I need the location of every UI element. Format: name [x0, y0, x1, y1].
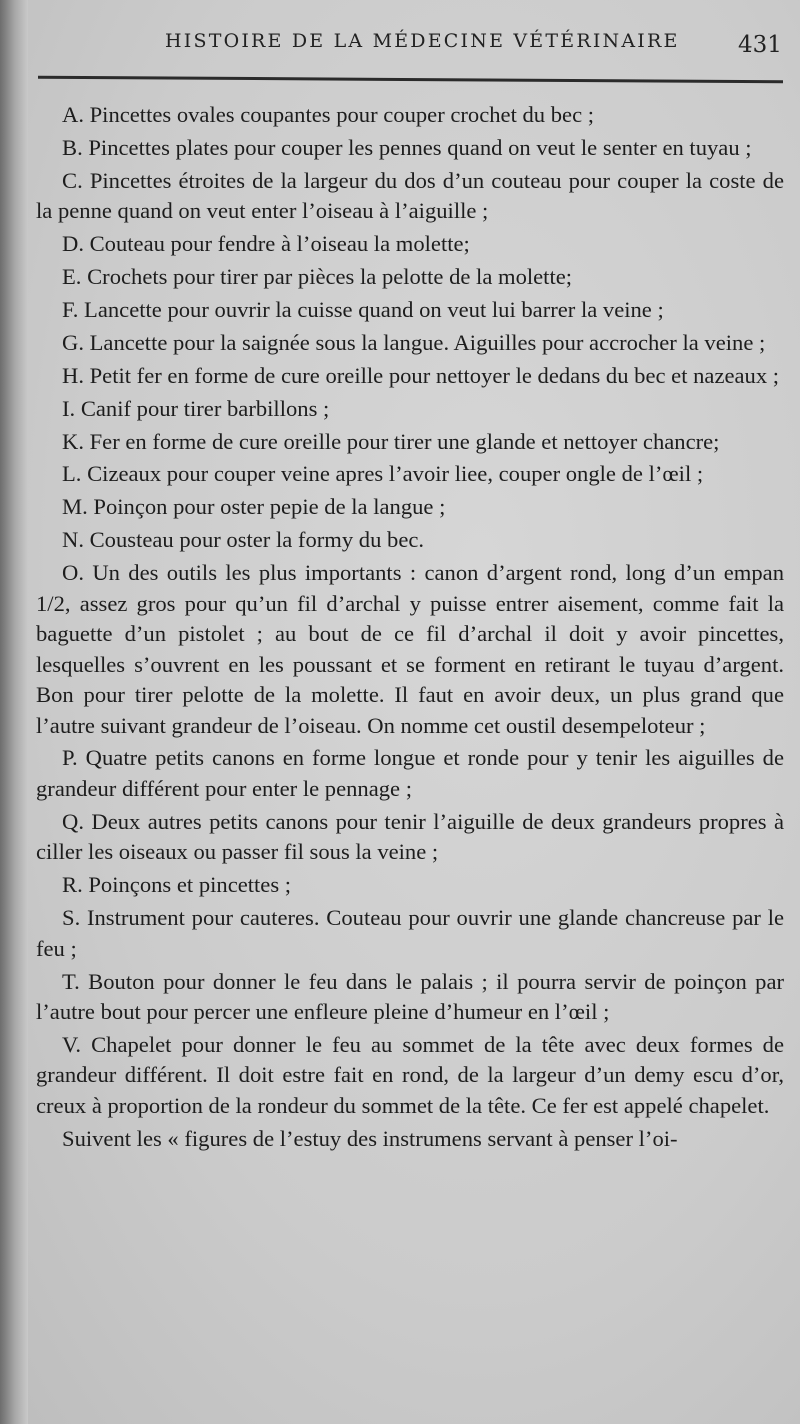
list-item: M. Poinçon pour oster pepie de la langue ; — [62, 494, 446, 520]
body-text — [36, 100, 784, 1157]
list-item: K. Fer en forme de cure oreille pour tirer une glande et nettoyer chancre; — [62, 428, 720, 454]
list-item: L. Cizeaux pour couper veine apres l’avoir liee, couper ongle de l’œil ; — [62, 461, 704, 487]
list-item: G. Lancette pour la saignée sous la langue. Aiguilles pour accrocher la veine ; — [62, 329, 766, 355]
header-rule — [38, 76, 783, 84]
list-item: T. Bouton pour donner le feu dans le palais ; il pourra servir de poinçon par l’autre bout pour percer une enfleure pleine d’humeur en l’œil ; — [36, 968, 784, 1025]
list-item: H. Petit fer en forme de cure oreille pour nettoyer le dedans du bec et nazeaux ; — [62, 362, 780, 388]
page-number: 431 — [738, 32, 782, 58]
running-title: HISTOIRE DE LA MÉDECINE VÉTÉRINAIRE — [165, 30, 680, 52]
list-item: V. Chapelet pour donner le feu au sommet de la tête avec deux formes de grandeur différent. Il doit estre fait en rond, de la largeur d’un demy escu d’or, creux à proportion de la rondeur du sommet de la tête. Ce fer est appelé chapelet. — [36, 1031, 784, 1118]
list-item: P. Quatre petits canons en forme longue et ronde pour y tenir les aiguilles de grandeur différent pour enter le pennage ; — [36, 745, 784, 801]
list-item: D. Couteau pour fendre à l’oiseau la molette; — [62, 231, 470, 257]
list-item: F. Lancette pour ouvrir la cuisse quand on veut lui barrer la veine ; — [62, 296, 664, 322]
list-item: A. Pincettes ovales coupantes pour couper crochet du bec ; — [62, 102, 595, 127]
closing-paragraph: Suivent les « figures de l’estuy des instrumens servant à penser l’oi- — [62, 1125, 678, 1151]
page-header — [0, 26, 800, 66]
list-item: S. Instrument pour cauteres. Couteau pour ouvrir une glande chancreuse par le feu ; — [36, 905, 784, 961]
list-item: E. Crochets pour tirer par pièces la pelotte de la molette; — [62, 264, 573, 290]
list-item: I. Canif pour tirer barbillons ; — [62, 395, 330, 421]
list-item: R. Poinçons et pincettes ; — [62, 872, 292, 898]
list-item: O. Un des outils les plus importants : canon d’argent rond, long d’un empan 1/2, assez gros pour qu’un fil d’archal y puisse entrer aisement, comme fait la baguette d’un pistolet ; au bout de ce fil d’archal il doit y avoir pincettes, lesquelles s’ouvrent en les poussant et se forment en retirant le tuyau d’argent. Bon pour tirer pelotte de la molette. Il faut en avoir deux, un plus grand que l’autre suivant grandeur de l’oiseau. On nomme cet oustil desempeloteur ; — [36, 560, 784, 738]
page-binding-shadow — [0, 0, 28, 1424]
list-item: N. Cousteau pour oster la formy du bec. — [62, 527, 425, 553]
list-item: Q. Deux autres petits canons pour tenir l’aiguille de deux grandeurs propres à ciller les oiseaux ou passer fil sous la veine ; — [36, 808, 784, 865]
list-item: B. Pincettes plates pour couper les pennes quand on veut le senter en tuyau ; — [62, 134, 752, 160]
list-item: C. Pincettes étroites de la largeur du dos d’un couteau pour couper la coste de la penne quand on veut enter l’oiseau à l’aiguille ; — [36, 167, 784, 224]
